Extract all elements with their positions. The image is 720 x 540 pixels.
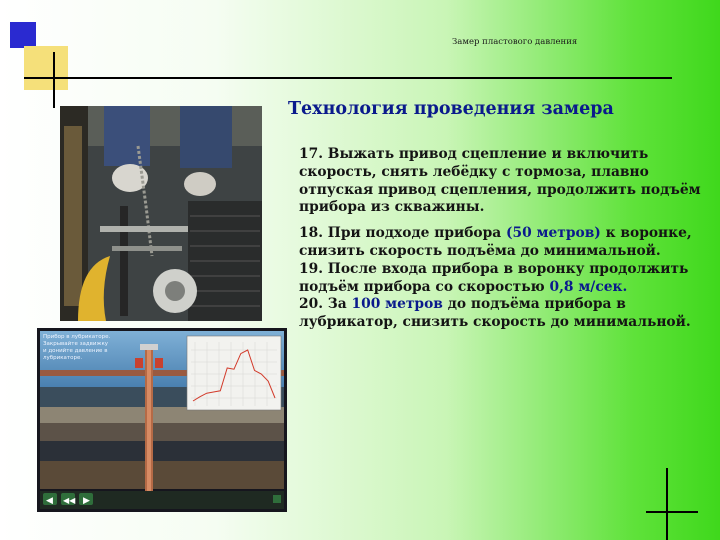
bottom-cross-horizontal <box>646 511 698 513</box>
step-19-text: 19. После входа прибора в воронку продолжить подъём прибора со скоростью <box>299 260 689 295</box>
slide-header-title: Замер пластового давления <box>452 37 578 47</box>
bottom-cross-vertical <box>666 468 668 540</box>
winch-photo <box>60 106 262 321</box>
step-20-highlight: 100 метров <box>351 296 443 313</box>
step-20-text-start: 20. За <box>299 296 347 313</box>
simulation-panel <box>37 328 287 512</box>
procedure-text <box>299 146 717 332</box>
step-19 <box>299 261 717 297</box>
step-18 <box>299 225 717 261</box>
top-cross-line <box>53 52 55 108</box>
corner-square-blue <box>10 22 36 48</box>
corner-square-yellow <box>24 46 68 90</box>
step-18-text-start: 18. При подходе прибора <box>299 225 502 242</box>
rewind-icon: ◀◀ <box>63 496 76 505</box>
step-20-text-end: до подъёма прибора в лубрикатор, снизить скорость до минимальной. <box>299 296 691 331</box>
step-19-highlight: 0,8 м/сек. <box>549 278 628 295</box>
slide-heading: Технология проведения замера <box>288 99 614 119</box>
prev-icon: ◀ <box>46 496 53 506</box>
step-20 <box>299 296 717 332</box>
play-icon: ▶ <box>83 496 90 506</box>
next-button[interactable] <box>273 495 281 503</box>
step-18-text-end: к воронке, снизить скорость подъёма до минимальной. <box>299 225 692 259</box>
simulation-caption: Прибор в лубрикаторе. Закрывайте задвижку и донийте давление в лубрикаторе. <box>43 334 111 361</box>
step-17: 17. Выжать привод сцепление и включить скорость, снять лебёдку с тормоза, плавно отпуская привод сцепления, продолжить подъём прибора из скважины. <box>299 146 701 216</box>
step-18-highlight: (50 метров) <box>506 225 601 242</box>
top-divider-line <box>24 77 672 79</box>
